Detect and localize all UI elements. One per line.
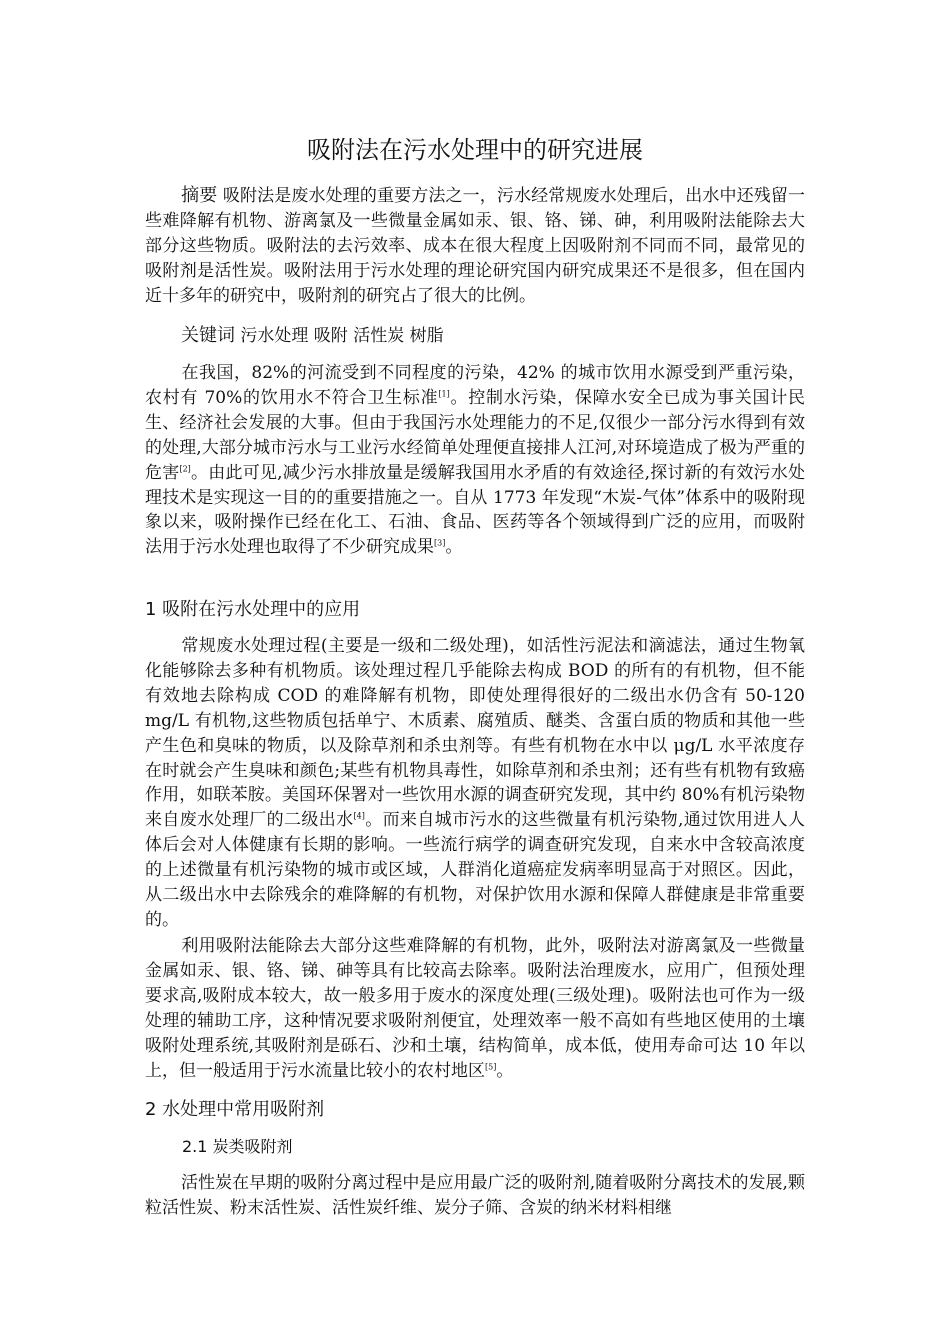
citation-ref: [1] <box>438 389 450 399</box>
section-2-heading: 2 水处理中常用吸附剂 <box>145 1099 325 1120</box>
citation-ref: [2] <box>179 463 191 473</box>
keywords-text: 污水处理 吸附 活性炭 树脂 <box>240 326 444 346</box>
abstract-label: 摘要 <box>181 185 218 206</box>
citation-ref: [5] <box>485 1061 497 1071</box>
section-1-paragraph-1 <box>145 634 805 933</box>
keywords-label: 关键词 <box>181 325 235 346</box>
intro-text-4: 。 <box>445 537 463 558</box>
subsection-2-1-heading: 2.1 炭类吸附剂 <box>182 1137 293 1156</box>
intro-text-1: 在我国，82%的河流受到不同程度的污染，42% 的城市饮用水源受到严重污染， 农村有 70%的饮用水不符合卫生标准 <box>145 363 805 408</box>
keywords-paragraph <box>145 324 805 349</box>
citation-ref: [3] <box>434 538 446 548</box>
section-1-text: 。而来自城市污水的这些微量有机污染物,通过饮用进人人体后会对人体健康有长期的影响。一些流行病学的调查研究发现，自来水中含较高浓度的上述微量有机污染物的城市或区域，人群消化道癌症发病率明显高于对照区。因此，从二级出水中去除残余的难降解的有机物，对保护饮用水源和保障人群健康是非常重要的。 <box>145 810 805 930</box>
abstract-paragraph <box>145 184 805 309</box>
intro-text-2: 。控制水污染，保障水安全已成为事关国计民生、经济社会发展的大事。但由于我国污水处理能力的不足,仅很少一部分污水得到有效的处理,大部分城市污水与工业污水经简单处理便直接排人江河,对环境造成了极为严重的危害 <box>145 387 805 483</box>
section-1-text: 常规废水处理过程(主要是一级和二级处理)，如活性污泥法和滴滤法，通过生物氧化能够除去多种有机物质。该处理过程几乎能除去构成 BOD 的所有的有机物，但不能有效地去除构成 COD 的难降解有机物，即使处理得很好的二级出水仍含有 50-120 mg/L 有机物,这些物质包括单宁、木质素、腐殖质、醚类、含蛋白质的物质和其他一些产生色和臭味的物质，以及除草剂和杀虫剂等。有些有机物在水中以 μg/L 水平浓度存在时就会产生臭味和颜色;某些有机物具毒性，如除草剂和杀虫剂；还有些有机物有致癌作用，如联苯胺。美国环保署对一些饮用水源的调查研究发现，其中约 80%有机污染物来自废水处理厂的二级出水 <box>145 636 805 831</box>
paper-title: 吸附法在污水处理中的研究进展 <box>307 136 643 164</box>
citation-ref: [4] <box>353 811 365 821</box>
abstract-text: 吸附法是废水处理的重要方法之一，污水经常规废水处理后，出水中还残留一些难降解有机物、游离氯及一些微量金属如汞、银、铬、锑、砷，利用吸附法能除去大部分这些物质。吸附法的去污效率、成本在很大程度上因吸附剂不同而不同，最常见的吸附剂是活性炭。吸附法用于污水处理的理论研究国内研究成果还不是很多，但在国内近十多年的研究中，吸附剂的研究占了很大的比例。 <box>145 186 806 306</box>
section-1-heading: 1 吸附在污水处理中的应用 <box>145 599 361 620</box>
section-1-text: 。 <box>496 1060 514 1081</box>
section-1-text: 利用吸附法能除去大部分这些难降解的有机物，此外，吸附法对游离氯及一些微量金属如汞、银、铬、锑、砷等具有比较高去除率。吸附法治理废水，应用广，但预处理要求高,吸附成本较大，故一般多用于废水的深度处理(三级处理)。吸附法也可作为一级处理的辅助工序，这种情况要求吸附剂便宜，处理效率一般不高如有些地区使用的土壤吸附处理系统,其吸附剂是砾石、沙和土壤，结构简单，成本低，使用寿命可达 10 年以上，但一般适用于污水流量比较小的农村地区 <box>145 936 805 1081</box>
section-2-text: 活性炭在早期的吸附分离过程中是应用最广泛的吸附剂,随着吸附分离技术的发展,颗粒活性炭、粉末活性炭、活性炭纤维、炭分子筛、含炭的纳米材料相继 <box>145 1173 805 1218</box>
section-2-paragraph-1 <box>145 1171 805 1221</box>
section-1-paragraph-2 <box>145 934 805 1083</box>
intro-text-3: 。由此可见,减少污水排放量是缓解我国用水矛盾的有效途径,探讨新的有效污水处理技术是实现这一目的的重要措施之一。自从 1773 年发现“木炭-气体”体系中的吸附现象以来，吸附操作已经在化工、石油、食品、医药等各个领域得到广泛的应用，而吸附法用于污水处理也取得了不少研究成果 <box>145 462 806 558</box>
intro-paragraph <box>145 361 805 560</box>
